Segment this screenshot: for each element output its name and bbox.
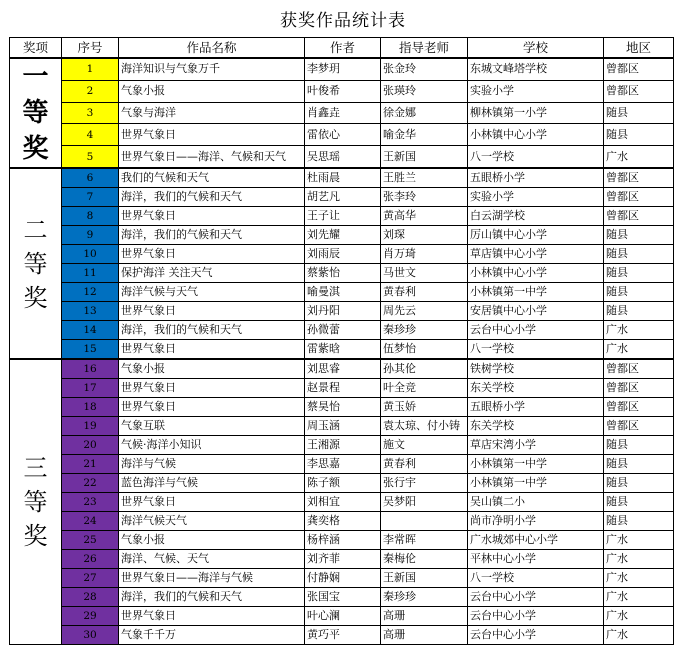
table-row: [10, 321, 674, 340]
school-cell: 东关学校: [468, 379, 604, 398]
teacher-cell: 秦珍珍: [381, 588, 468, 607]
table-row: [10, 455, 674, 474]
teacher-cell: 袁太琼、付小铸: [381, 417, 468, 436]
teacher-cell: 孙其伦: [381, 359, 468, 379]
author-cell: 陈子额: [305, 474, 381, 493]
school-cell: 安居镇中心小学: [468, 302, 604, 321]
work-name-cell: 世界气象日: [119, 379, 305, 398]
school-cell: 五眼桥小学: [468, 168, 604, 188]
author-cell: 肖鑫垚: [305, 102, 381, 124]
table-row: [10, 207, 674, 226]
seq-cell: 30: [62, 626, 119, 645]
teacher-cell: 叶全竞: [381, 379, 468, 398]
region-cell: 广水: [604, 569, 674, 588]
teacher-cell: 李常晖: [381, 531, 468, 550]
work-name-cell: 海洋、气候、天气: [119, 550, 305, 569]
table-row: [10, 359, 674, 379]
region-cell: 随县: [604, 474, 674, 493]
school-cell: 厉山镇中心小学: [468, 226, 604, 245]
region-cell: 曾都区: [604, 398, 674, 417]
work-name-cell: 海洋与气候: [119, 455, 305, 474]
teacher-cell: 伍梦怡: [381, 340, 468, 360]
header-award: 奖项: [10, 38, 62, 59]
seq-cell: 8: [62, 207, 119, 226]
region-cell: 广水: [604, 531, 674, 550]
teacher-cell: 王新国: [381, 569, 468, 588]
seq-cell: 18: [62, 398, 119, 417]
table-row: [10, 379, 674, 398]
work-name-cell: 海洋，我们的气候和天气: [119, 226, 305, 245]
table-row: [10, 302, 674, 321]
author-cell: 雷紫晗: [305, 340, 381, 360]
author-cell: 刘丹阳: [305, 302, 381, 321]
seq-cell: 4: [62, 124, 119, 146]
teacher-cell: 王新国: [381, 146, 468, 168]
work-name-cell: 气象小报: [119, 80, 305, 102]
seq-cell: 16: [62, 359, 119, 379]
seq-cell: 13: [62, 302, 119, 321]
author-cell: 刘先耀: [305, 226, 381, 245]
work-name-cell: 海洋，我们的气候和天气: [119, 188, 305, 207]
teacher-cell: 黄玉娇: [381, 398, 468, 417]
region-cell: 随县: [604, 226, 674, 245]
work-name-cell: 气象互联: [119, 417, 305, 436]
author-cell: 刘相宜: [305, 493, 381, 512]
table-row: [10, 474, 674, 493]
work-name-cell: 蓝色海洋与气候: [119, 474, 305, 493]
teacher-cell: 高珊: [381, 607, 468, 626]
seq-cell: 12: [62, 283, 119, 302]
region-cell: 随县: [604, 102, 674, 124]
teacher-cell: 张瑛玲: [381, 80, 468, 102]
author-cell: 吴思瑶: [305, 146, 381, 168]
school-cell: 尚市净明小学: [468, 512, 604, 531]
award-table: [9, 37, 674, 645]
work-name-cell: 保护海洋 关注天气: [119, 264, 305, 283]
table-row: [10, 531, 674, 550]
teacher-cell: 吴梦阳: [381, 493, 468, 512]
table-row: [10, 102, 674, 124]
seq-cell: 19: [62, 417, 119, 436]
author-cell: 赵景程: [305, 379, 381, 398]
seq-cell: 10: [62, 245, 119, 264]
teacher-cell: 肖万琦: [381, 245, 468, 264]
page-title: 获奖作品统计表: [280, 11, 406, 31]
school-cell: 东关学校: [468, 417, 604, 436]
header-teacher: 指导老师: [381, 38, 468, 59]
teacher-cell: 王胜兰: [381, 168, 468, 188]
table-row: [10, 124, 674, 146]
school-cell: 小林镇中心小学: [468, 124, 604, 146]
school-cell: 广水城郊中心小学: [468, 531, 604, 550]
author-cell: 刘齐菲: [305, 550, 381, 569]
work-name-cell: 我们的气候和天气: [119, 168, 305, 188]
table-row: [10, 264, 674, 283]
work-name-cell: 世界气象日: [119, 340, 305, 360]
work-name-cell: 海洋气候天气: [119, 512, 305, 531]
school-cell: 实验小学: [468, 188, 604, 207]
table-row: [10, 80, 674, 102]
region-cell: 随县: [604, 455, 674, 474]
table-row: [10, 188, 674, 207]
school-cell: 草店宋湾小学: [468, 436, 604, 455]
region-cell: 广水: [604, 550, 674, 569]
region-cell: 广水: [604, 340, 674, 360]
school-cell: 实验小学: [468, 80, 604, 102]
work-name-cell: 海洋知识与气象万千: [119, 58, 305, 80]
author-cell: 刘雨辰: [305, 245, 381, 264]
work-name-cell: 气象小报: [119, 531, 305, 550]
table-row: [10, 626, 674, 645]
author-cell: 蔡紫怡: [305, 264, 381, 283]
header-row: [10, 38, 674, 59]
school-cell: 小林镇第一中学: [468, 283, 604, 302]
author-cell: 胡艺凡: [305, 188, 381, 207]
seq-cell: 7: [62, 188, 119, 207]
teacher-cell: 马世文: [381, 264, 468, 283]
teacher-cell: 黄春利: [381, 283, 468, 302]
work-name-cell: 世界气象日: [119, 493, 305, 512]
table-row: [10, 283, 674, 302]
author-cell: 付静娴: [305, 569, 381, 588]
teacher-cell: 高珊: [381, 626, 468, 645]
table-row: [10, 58, 674, 80]
seq-cell: 1: [62, 58, 119, 80]
award-category: 三等奖: [10, 359, 62, 645]
teacher-cell: 施文: [381, 436, 468, 455]
school-cell: 云台中心小学: [468, 607, 604, 626]
work-name-cell: 海洋，我们的气候和天气: [119, 588, 305, 607]
table-row: [10, 512, 674, 531]
table-row: [10, 417, 674, 436]
seq-cell: 15: [62, 340, 119, 360]
seq-cell: 24: [62, 512, 119, 531]
teacher-cell: 张金玲: [381, 58, 468, 80]
work-name-cell: 世界气象日: [119, 398, 305, 417]
work-name-cell: 气象与海洋: [119, 102, 305, 124]
seq-cell: 28: [62, 588, 119, 607]
table-row: [10, 245, 674, 264]
author-cell: 王子让: [305, 207, 381, 226]
author-cell: 王湘源: [305, 436, 381, 455]
school-cell: 草店镇中心小学: [468, 245, 604, 264]
seq-cell: 21: [62, 455, 119, 474]
work-name-cell: 世界气象日: [119, 302, 305, 321]
table-row: [10, 436, 674, 455]
table-row: [10, 398, 674, 417]
school-cell: 白云湖学校: [468, 207, 604, 226]
region-cell: 随县: [604, 245, 674, 264]
school-cell: 平林中心小学: [468, 550, 604, 569]
header-author: 作者: [305, 38, 381, 59]
author-cell: 黄巧平: [305, 626, 381, 645]
author-cell: 喻曼淇: [305, 283, 381, 302]
school-cell: 八一学校: [468, 569, 604, 588]
seq-cell: 9: [62, 226, 119, 245]
author-cell: 龚奕格: [305, 512, 381, 531]
seq-cell: 14: [62, 321, 119, 340]
school-cell: 云台中心小学: [468, 626, 604, 645]
teacher-cell: [381, 512, 468, 531]
work-name-cell: 世界气象日: [119, 124, 305, 146]
header-school: 学校: [468, 38, 604, 59]
seq-cell: 29: [62, 607, 119, 626]
region-cell: 随县: [604, 283, 674, 302]
seq-cell: 11: [62, 264, 119, 283]
school-cell: 小林镇中心小学: [468, 264, 604, 283]
author-cell: 蔡昊怡: [305, 398, 381, 417]
header-seq: 序号: [62, 38, 119, 59]
seq-cell: 23: [62, 493, 119, 512]
region-cell: 曾都区: [604, 379, 674, 398]
work-name-cell: 世界气象日: [119, 245, 305, 264]
table-row: [10, 607, 674, 626]
author-cell: 叶心澜: [305, 607, 381, 626]
table-row: [10, 588, 674, 607]
seq-cell: 5: [62, 146, 119, 168]
school-cell: 云台中心小学: [468, 321, 604, 340]
region-cell: 曾都区: [604, 417, 674, 436]
school-cell: 八一学校: [468, 146, 604, 168]
seq-cell: 22: [62, 474, 119, 493]
author-cell: 张国宝: [305, 588, 381, 607]
work-name-cell: 海洋，我们的气候和天气: [119, 321, 305, 340]
school-cell: 八一学校: [468, 340, 604, 360]
school-cell: 云台中心小学: [468, 588, 604, 607]
author-cell: 李梦玥: [305, 58, 381, 80]
teacher-cell: 张李玲: [381, 188, 468, 207]
teacher-cell: 秦梅伦: [381, 550, 468, 569]
award-category: 二等奖: [10, 168, 62, 359]
work-name-cell: 气候·海洋小知识: [119, 436, 305, 455]
region-cell: 广水: [604, 626, 674, 645]
author-cell: 杜雨晨: [305, 168, 381, 188]
table-row: [10, 146, 674, 168]
work-name-cell: 世界气象日: [119, 607, 305, 626]
table-row: [10, 569, 674, 588]
author-cell: 孙微蕾: [305, 321, 381, 340]
header-region: 地区: [604, 38, 674, 59]
seq-cell: 17: [62, 379, 119, 398]
region-cell: 广水: [604, 321, 674, 340]
teacher-cell: 喻金华: [381, 124, 468, 146]
work-name-cell: 海洋气候与天气: [119, 283, 305, 302]
school-cell: 铁树学校: [468, 359, 604, 379]
work-name-cell: 世界气象日——海洋与气候: [119, 569, 305, 588]
region-cell: 曾都区: [604, 168, 674, 188]
table-row: [10, 550, 674, 569]
work-name-cell: 气象小报: [119, 359, 305, 379]
region-cell: 曾都区: [604, 207, 674, 226]
header-work-name: 作品名称: [119, 38, 305, 59]
region-cell: 曾都区: [604, 188, 674, 207]
work-name-cell: 世界气象日——海洋、气候和天气: [119, 146, 305, 168]
author-cell: 叶俊希: [305, 80, 381, 102]
seq-cell: 27: [62, 569, 119, 588]
author-cell: 李思嘉: [305, 455, 381, 474]
work-name-cell: 气象千千万: [119, 626, 305, 645]
seq-cell: 6: [62, 168, 119, 188]
author-cell: 杨梓涵: [305, 531, 381, 550]
table-body: [10, 58, 674, 645]
region-cell: 广水: [604, 607, 674, 626]
teacher-cell: 刘琛: [381, 226, 468, 245]
award-category: 一等奖: [10, 58, 62, 168]
region-cell: 随县: [604, 493, 674, 512]
seq-cell: 20: [62, 436, 119, 455]
table-row: [10, 168, 674, 188]
table-row: [10, 493, 674, 512]
region-cell: 随县: [604, 512, 674, 531]
region-cell: 曾都区: [604, 359, 674, 379]
school-cell: 五眼桥小学: [468, 398, 604, 417]
seq-cell: 3: [62, 102, 119, 124]
region-cell: 随县: [604, 302, 674, 321]
region-cell: 曾都区: [604, 58, 674, 80]
region-cell: 随县: [604, 436, 674, 455]
teacher-cell: 秦珍珍: [381, 321, 468, 340]
region-cell: 曾都区: [604, 80, 674, 102]
author-cell: 雷依心: [305, 124, 381, 146]
teacher-cell: 张行宇: [381, 474, 468, 493]
table-row: [10, 226, 674, 245]
author-cell: 刘思睿: [305, 359, 381, 379]
region-cell: 广水: [604, 146, 674, 168]
school-cell: 柳林镇第一小学: [468, 102, 604, 124]
teacher-cell: 周先云: [381, 302, 468, 321]
school-cell: 小林镇第一中学: [468, 455, 604, 474]
author-cell: 周玉涵: [305, 417, 381, 436]
work-name-cell: 世界气象日: [119, 207, 305, 226]
region-cell: 随县: [604, 264, 674, 283]
school-cell: 东城文峰塔学校: [468, 58, 604, 80]
seq-cell: 25: [62, 531, 119, 550]
teacher-cell: 黄高华: [381, 207, 468, 226]
region-cell: 广水: [604, 588, 674, 607]
table-row: [10, 340, 674, 360]
school-cell: 吴山镇二小: [468, 493, 604, 512]
seq-cell: 2: [62, 80, 119, 102]
teacher-cell: 徐金娜: [381, 102, 468, 124]
seq-cell: 26: [62, 550, 119, 569]
teacher-cell: 黄春利: [381, 455, 468, 474]
school-cell: 小林镇第一中学: [468, 474, 604, 493]
region-cell: 随县: [604, 124, 674, 146]
